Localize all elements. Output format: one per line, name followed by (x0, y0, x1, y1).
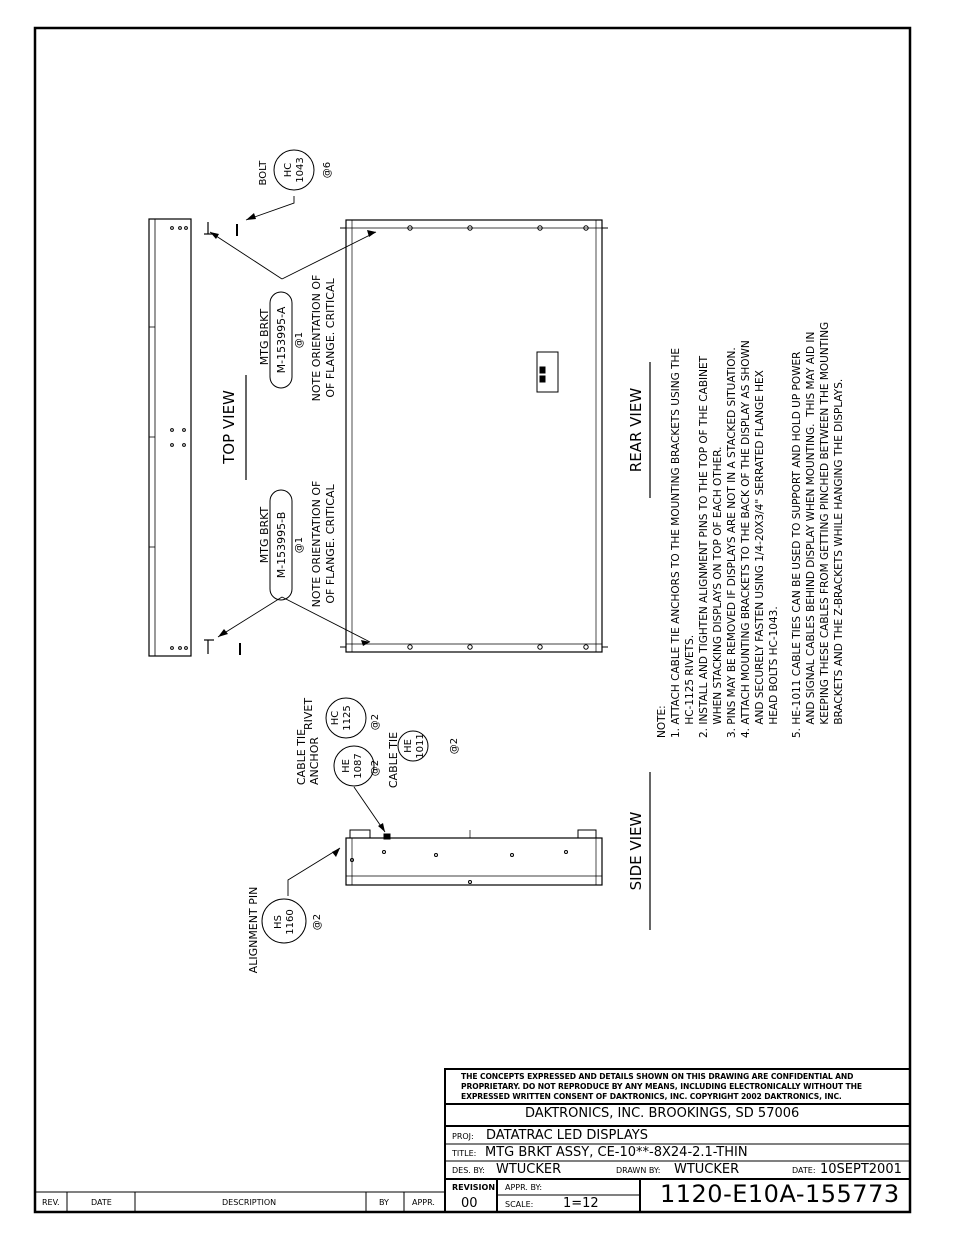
drawn-by: WTUCKER (674, 1162, 740, 1177)
side-view-title: SIDE VIEW (627, 811, 645, 891)
mtg-b-note-2: OF FLANGE. CRITICAL (324, 484, 337, 604)
note-line: 3. PINS MAY BE REMOVED IF DISPLAYS ARE NOT IN A STACKED SITUATION. (726, 347, 738, 738)
top-view-title: TOP VIEW (220, 390, 238, 464)
bolt-qty: @6 (322, 161, 333, 179)
top-view-bracket (149, 219, 191, 656)
mtg-b-note-1: NOTE ORIENTATION OF (310, 480, 323, 608)
notes-block (656, 322, 845, 738)
mtg-b-qty: @1 (294, 536, 305, 554)
rivet-qty: @2 (370, 713, 381, 731)
note-line: 1. ATTACH CABLE TIE ANCHORS TO THE MOUNTING BRACKETS USING THE (670, 347, 682, 738)
note-line: HC-1125 RIVETS. (684, 634, 696, 738)
confidential-line-2: PROPRIETARY. DO NOT REPRODUCE BY ANY MEANS, INCLUDING ELECTRONICALLY WITHOUT THE (461, 1082, 862, 1091)
proj-label: PROJ: (452, 1132, 474, 1141)
pin-callout-circle (262, 899, 306, 943)
rev-header: REV. (42, 1198, 60, 1207)
appr-by-label: APPR. BY: (505, 1183, 543, 1192)
mtg-a-part: M-153995-A (275, 306, 288, 374)
rivet-part-line-1: HC (330, 710, 341, 726)
project-name: DATATRAC LED DISPLAYS (486, 1128, 648, 1143)
scale-label: SCALE: (505, 1200, 534, 1209)
company-address: DAKTRONICS, INC. BROOKINGS, SD 57006 (525, 1106, 800, 1121)
des-by-label: DES. BY: (452, 1166, 485, 1175)
bolt-top (204, 222, 237, 236)
note-line: NOTE: (656, 705, 668, 738)
bolt-label: BOLT (258, 160, 269, 186)
side-view-cabinet (346, 830, 602, 885)
by-header: BY (379, 1198, 389, 1207)
drawn-by-label: DRAWN BY: (616, 1166, 661, 1175)
description-header: DESCRIPTION (222, 1198, 277, 1207)
mtg-a-note-1: NOTE ORIENTATION OF (310, 274, 323, 402)
title-label: TITLE: (452, 1149, 477, 1158)
bolt-part-line-1: HC (283, 162, 294, 178)
revision-label: REVISION (452, 1183, 496, 1192)
bolt-bottom (204, 640, 240, 655)
mtg-b-part: M-153995-B (275, 511, 288, 579)
revision-number: 00 (461, 1196, 478, 1211)
pin-part-line-1: HS (273, 915, 284, 929)
tie-part-line-1: HE (403, 739, 414, 753)
view-title-underlines (246, 362, 650, 930)
drawing-date: 10SEPT2001 (820, 1162, 902, 1177)
note-line: 5. HE-1011 CABLE TIES CAN BE USED TO SUPPORT AND HOLD UP POWER (791, 351, 803, 738)
rivet-part-line-2: 1125 (342, 705, 353, 731)
confidential-line-3: EXPRESSED WRITTEN CONSENT OF DAKTRONICS, INC. COPYRIGHT 2002 DAKTRONICS, INC. (461, 1092, 842, 1101)
mtg-a-label: MTG BRKT (258, 308, 271, 366)
note-line: 2. INSTALL AND TIGHTEN ALIGNMENT PINS TO THE TOP OF THE CABINET (698, 355, 710, 738)
mtg-a-note-2: OF FLANGE. CRITICAL (324, 278, 337, 398)
pin-label: ALIGNMENT PIN (247, 886, 260, 974)
rear-view-title: REAR VIEW (627, 387, 645, 473)
drawing-title: MTG BRKT ASSY, CE-10**-8X24-2.1-THIN (485, 1145, 748, 1160)
drawing-scale: 1=12 (563, 1196, 599, 1211)
note-line: BRACKETS AND THE Z-BRACKETS WHILE HANGING THE DISPLAYS. (833, 378, 845, 738)
tie-part-line-2: 1011 (415, 733, 426, 759)
note-line: AND SECURELY FASTEN USING 1/4-20X3/4" SERRATED FLANGE HEX (754, 370, 766, 738)
pin-part-line-2: 1160 (285, 909, 296, 935)
confidential-line-1: THE CONCEPTS EXPRESSED AND DETAILS SHOWN ON THIS DRAWING ARE CONFIDENTIAL AND (461, 1072, 854, 1081)
note-line: HEAD BOLTS HC-1043. (768, 606, 780, 738)
mtg-b-label: MTG BRKT (258, 506, 271, 564)
mtg-a-qty: @1 (294, 331, 305, 349)
rivet-label: RIVET (302, 697, 315, 731)
tie-qty: @2 (449, 737, 460, 755)
anchor-qty: @2 (370, 759, 381, 777)
bolt-callout-circle (274, 150, 314, 190)
rear-view-cabinet (340, 220, 608, 652)
note-line: AND SIGNAL CABLES BEHIND DISPLAY WHEN MOUNTING. THIS MAY AID IN (805, 331, 817, 738)
pin-qty: @2 (312, 913, 323, 931)
anchor-part-line-2: 1087 (353, 753, 364, 779)
drawing-number: 1120-E10A-155773 (660, 1180, 900, 1208)
date-label: DATE: (792, 1166, 816, 1175)
note-line: WHEN STACKING DISPLAYS ON TOP OF EACH OTHER. (712, 446, 724, 738)
note-line: KEEPING THESE CABLES FROM GETTING PINCHED BETWEEN THE MOUNTING (819, 321, 831, 738)
tie-label: CABLE TIE (387, 731, 400, 789)
anchor-label-2: ANCHOR (308, 736, 321, 786)
date-header: DATE (91, 1198, 112, 1207)
bolt-part-line-2: 1043 (295, 157, 306, 183)
appr-header: APPR. (412, 1198, 435, 1207)
note-line: 4. ATTACH MOUNTING BRACKETS TO THE BACK OF THE DISPLAY AS SHOWN (740, 340, 752, 738)
anchor-part-line-1: HE (341, 759, 352, 773)
designed-by: WTUCKER (496, 1162, 562, 1177)
anchor-label-1: CABLE TIE (295, 728, 308, 786)
